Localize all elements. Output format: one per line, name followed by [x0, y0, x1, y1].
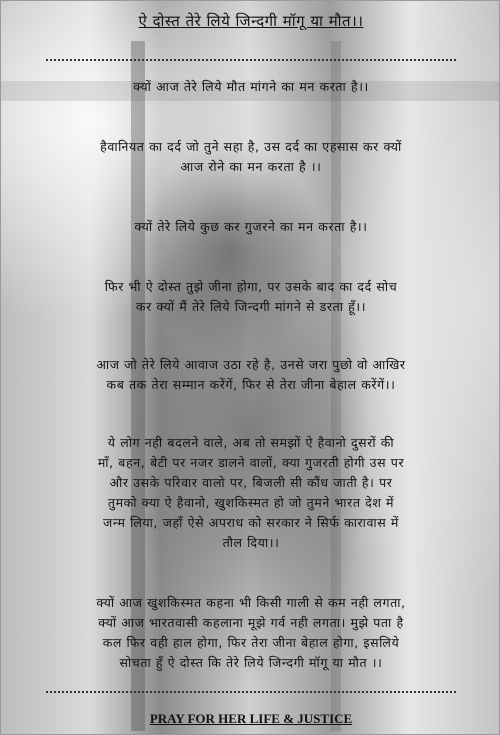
stanza: [19, 593, 483, 673]
poem-line: जन्म लिया, जहॉं ऐसे अपराध को सरकार ने सिर्फ कारावास में: [103, 515, 399, 530]
poem-line: क्यों आज खुशकिस्मत कहना भी किसी गाली से कम नही लगता,: [96, 595, 406, 610]
stanza: [19, 433, 483, 553]
top-divider: [46, 59, 456, 61]
poem-line: कर क्यों मैं तेरे लिये जिन्दगी मांगने से डरता हूँ।।: [135, 299, 367, 314]
poem-line: कब तक तेरा सम्मान करेंगें, फिर से तेरा जीना बेहाल करेंगें।।: [106, 377, 396, 392]
poem-line: मॉं, बहन, बेटी पर नजर डालने वालों, क्या गुजरती होगी उस पर: [97, 455, 405, 470]
stanza: [19, 137, 483, 177]
stanza: [19, 217, 483, 237]
stanza: [19, 277, 483, 317]
poem-title: ऐ दोस्त तेरे लिये जिन्दगी मॉगू या मौत।।: [138, 12, 364, 30]
poem-line: आज रोने का मन करता है ।।: [180, 159, 322, 174]
poem-line: फिर भी ऐ दोस्त तुझे जीना होगा, पर उसके बाद का दर्द सोच: [104, 279, 398, 294]
poem-line: तुमको क्या ऐ हैवानो, खुशकिस्मत हो जो तुमने भारत देश में: [107, 495, 395, 510]
poem-line: सोचता हुँ ऐ दोस्त कि तेरे लिये जिन्दगी मॉगू या मौत ।।: [119, 655, 383, 670]
stanza: [19, 355, 483, 395]
footer-slogan: PRAY FOR HER LIFE & JUSTICE: [149, 711, 353, 726]
poem-line: आज जो तेरे लिये आवाज उठा रहे है, उनसे जरा पुछो वो आखिर: [96, 357, 406, 372]
poem-line: तौल दिया।।: [222, 535, 280, 550]
poem-line: और उसके परिवार वालो पर, बिजली सी कौंध जाती है। पर: [109, 475, 393, 490]
poem-line: क्यों तेरे लिये कुछ कर गुजरने का मन करता है।।: [134, 219, 368, 234]
stanza: [19, 77, 483, 97]
poem-line: क्यों आज तेरे लिये मौत मांगने का मन करता है।।: [133, 79, 369, 94]
poem-line: हैवानियत का दर्द जो तुने सहा है, उस दर्द का एहसास कर क्यों: [100, 139, 402, 154]
poem-line: कल फिर वही हाल होगा, फिर तेरा जीना बेहाल होगा, इसलिये: [102, 635, 400, 650]
bottom-divider: [46, 691, 456, 693]
poem-line: ये लोग नही बदलने वाले, अब तो समझों ऐ हैवानो दुसरों की: [107, 435, 395, 450]
poem-line: क्यों आज भारतवासी कहलाना मूझे गर्व नही लगता। मुझे पता है: [98, 615, 404, 630]
